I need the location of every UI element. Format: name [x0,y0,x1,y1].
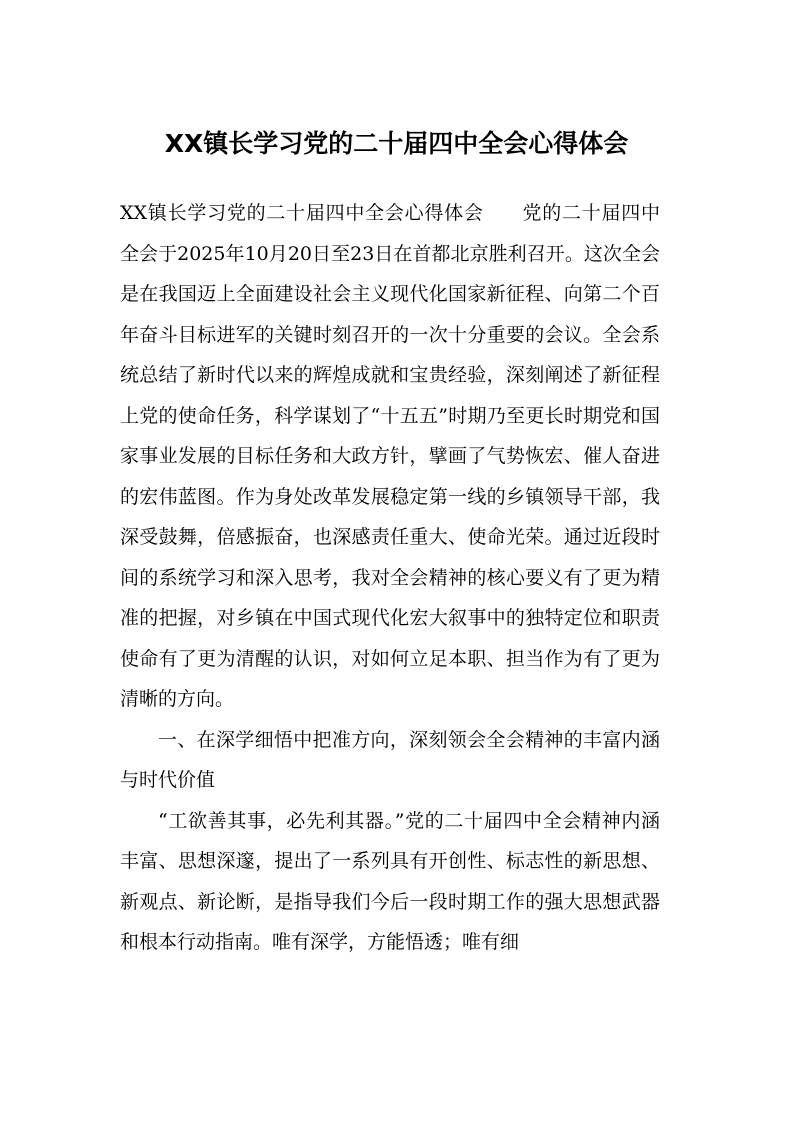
intro-paragraph [120,193,660,720]
section-heading: 一、在深学细悟中把准方向，深刻领会全会精神的丰富内涵与时代价值 [120,728,660,791]
document-title: XX镇长学习党的二十届四中全会心得体会 [164,129,629,158]
intro-heading: XX镇长学习党的二十届四中全会心得体会 [120,202,484,224]
document-body [120,193,660,963]
section-paragraph: “工欲善其事，必先利其器。”党的二十届四中全会精神内涵丰富、思想深邃，提出了一系列具有开创性、标志性的新思想、新观点、新论断，是指导我们今后一段时期工作的强大思想武器和根本行动指南。唯有深学，方能悟透；唯有细 [120,809,660,953]
intro-body: 党的二十届四中全会于2025年10月20日至23日在首都北京胜利召开。这次全会是在我国迈上全面建设社会主义现代化国家新征程、向第二个百年奋斗目标进军的关键时刻召开的一次十分重要的会议。全会系统总结了新时代以来的辉煌成就和宝贵经验，深刻阐述了新征程上党的使命任务，科学谋划了“十五五”时期乃至更长时期党和国家事业发展的目标任务和大政方针，擘画了气势恢宏、催人奋进的宏伟蓝图。作为身处改革发展稳定第一线的乡镇领导干部，我深受鼓舞，倍感振奋，也深感责任重大、使命光荣。通过近段时间的系统学习和深入思考，我对全会精神的核心要义有了更为精准的把握，对乡镇在中国式现代化宏大叙事中的独特定位和职责使命有了更为清醒的认识，对如何立足本职、担当作为有了更为清晰的方向。 [120,202,660,710]
